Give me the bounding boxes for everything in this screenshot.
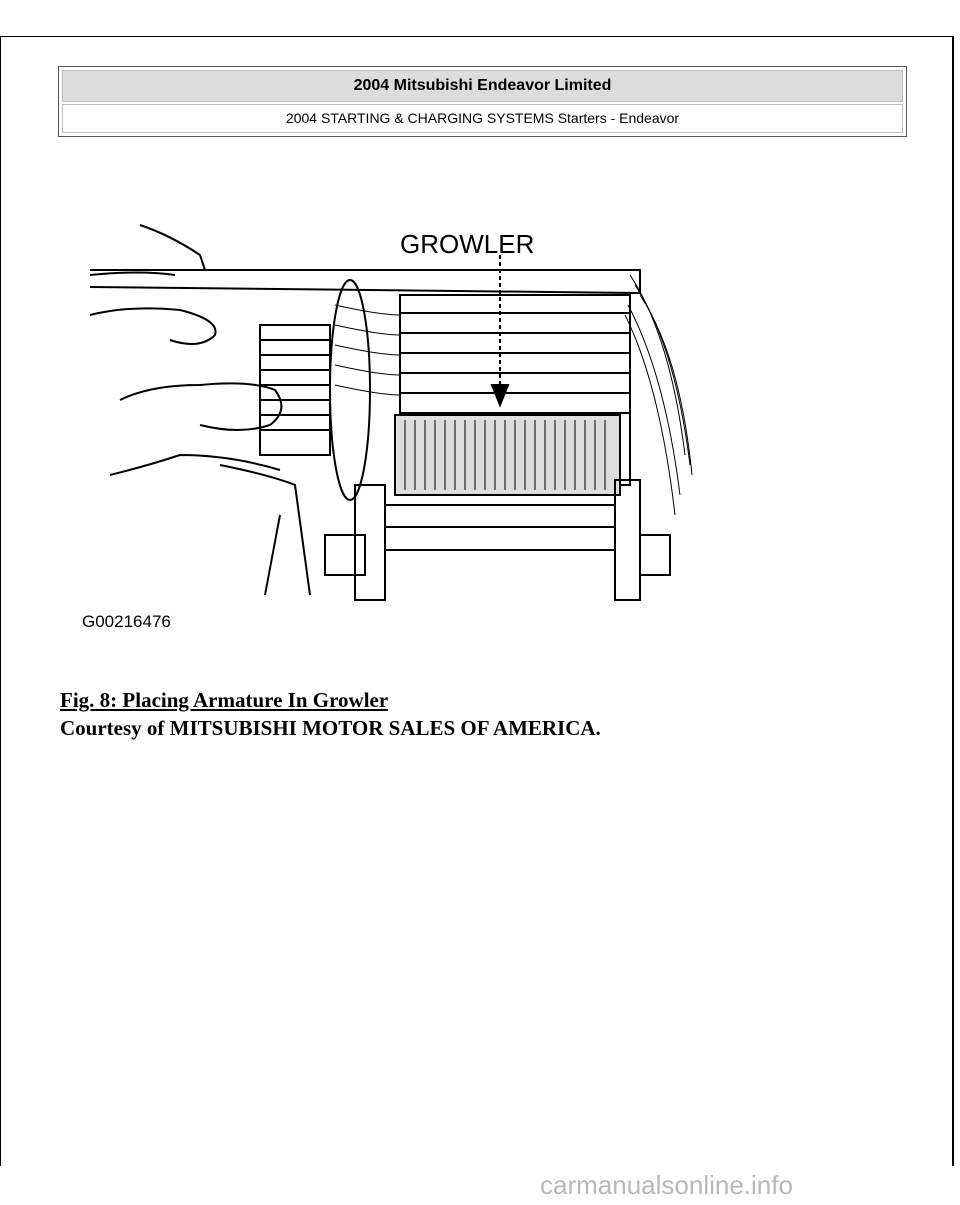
illustration-svg [80,215,700,635]
figure-image-id: G00216476 [82,612,171,631]
armature-growler-illustration [80,215,700,635]
site-watermark: carmanualsonline.info [540,1170,793,1200]
figure-caption-title: Fig. 8: Placing Armature In Growler [60,688,389,712]
figure-courtesy-line: Courtesy of MITSUBISHI MOTOR SALES OF AMERICA. [60,716,601,740]
growler-callout-label: GROWLER [400,229,535,259]
header-title: 2004 Mitsubishi Endeavor Limited [62,70,903,102]
header-subtitle: 2004 STARTING & CHARGING SYSTEMS Starters - Endeavor [62,104,903,133]
document-header [58,66,907,137]
